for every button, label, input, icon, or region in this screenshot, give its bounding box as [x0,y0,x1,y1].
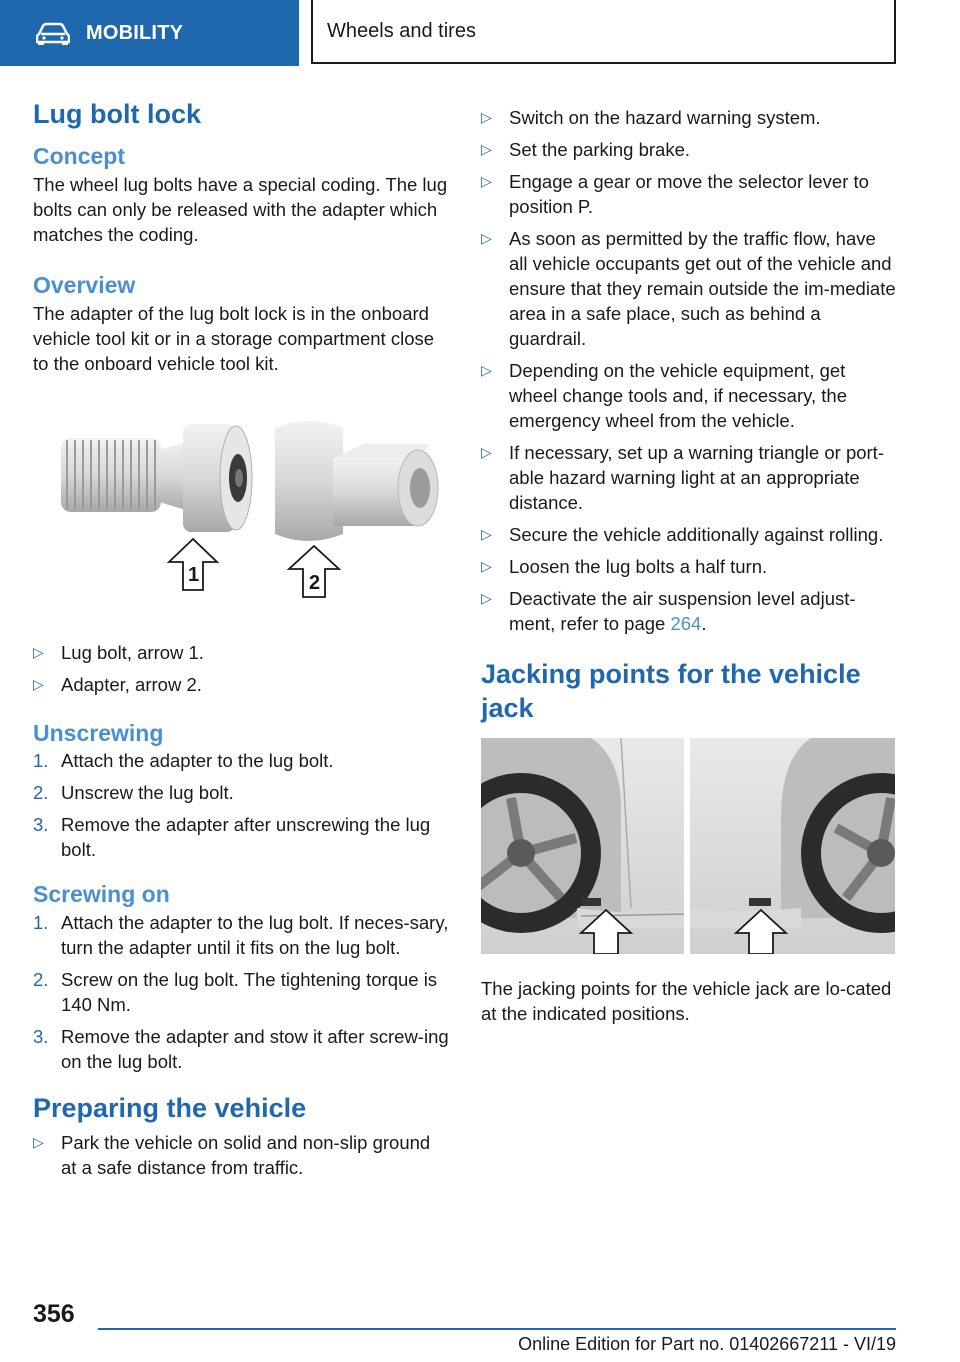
screwing-on-steps [33,910,450,1074]
edition-note: Online Edition for Part no. 01402667211 - VI/19 [518,1334,896,1354]
figure-legend-list [33,640,450,697]
lug-bolt-illustration [33,384,450,634]
triangle-bullet-icon: ▷ [33,1134,44,1151]
list-item: ▷ Deactivate the air suspension level adjust-ment, refer to page 264. [481,588,856,634]
page-reference-link[interactable]: 264 [670,613,702,634]
list-item: ▷ Loosen the lug bolts a half turn. [481,556,768,577]
list-item: ▷ Secure the vehicle additionally against rolling. [481,524,884,545]
car-icon [36,21,70,45]
list-item: ▷ Lug bolt, arrow 1. [33,641,204,663]
list-item: ▷ Set the parking brake. [481,139,690,160]
list-item: ▷ Switch on the hazard warning system. [481,107,821,128]
triangle-bullet-icon: ▷ [481,590,492,606]
overview-heading: Overview [33,271,136,298]
triangle-bullet-icon: ▷ [481,230,492,246]
list-item: ▷ Engage a gear or move the selector lever to position P. [481,171,869,217]
triangle-bullet-icon: ▷ [481,444,492,460]
unscrewing-heading: Unscrewing [33,719,164,746]
left-column [33,98,450,1187]
lug-bolt-threads [61,438,161,512]
lug-bolt-figure [33,384,450,634]
list-item: 3. Remove the adapter after unscrewing the lug bolt. [33,814,431,861]
list-item: ▷ Park the vehicle on solid and non-slip ground at a safe distance from traffic. [33,1132,431,1179]
triangle-bullet-icon: ▷ [481,109,492,125]
right-column [481,105,897,1026]
concept-heading: Concept [33,142,125,169]
triangle-bullet-icon: ▷ [481,362,492,378]
unscrewing-steps [33,748,450,862]
list-item: 2. Unscrew the lug bolt. [33,782,234,804]
arrow-label-2: 2 [309,571,321,594]
screwing-on-heading: Screwing on [33,881,170,908]
preparing-vehicle-title: Preparing the vehicle [33,1093,307,1124]
chapter-tab[interactable] [0,0,299,66]
page-number: 356 [33,1300,75,1328]
jacking-points-title: Jacking points for the vehicle jack [481,659,861,723]
list-item: ▷ As soon as permitted by the traffic flow, have all vehicle occupants get out of the vehicle and ensure that they remain outside the im-mediate area in a safe place, such as behind a guardrail. [481,228,896,349]
section-tab[interactable] [311,0,896,64]
jacking-points-figure [481,738,895,954]
list-item: ▷ Depending on the vehicle equipment, get wheel change tools and, if necessary, the emergency wheel from the vehicle. [481,360,848,431]
triangle-bullet-icon: ▷ [481,141,492,157]
list-item: 1. Attach the adapter to the lug bolt. If neces-sary, turn the adapter until it fits on the lug bolt. [33,912,449,959]
list-item: ▷ Adapter, arrow 2. [33,673,202,695]
list-item: 2. Screw on the lug bolt. The tightening torque is 140 Nm. [33,969,438,1016]
list-item: ▷ If necessary, set up a warning triangle or port-able hazard warning light at an appropriate distance. [481,442,884,513]
preparing-list [33,1130,450,1180]
overview-text: The adapter of the lug bolt lock is in the onboard vehicle tool kit or in a storage compartment close to the onboard vehicle tool kit. [33,302,435,374]
lug-bolt-lock-title: Lug bolt lock [33,99,201,129]
list-item: 3. Remove the adapter and stow it after screw-ing on the lug bolt. [33,1026,449,1073]
footer-divider [98,1328,896,1330]
chapter-label: MOBILITY [86,21,184,44]
triangle-bullet-icon: ▷ [481,526,492,542]
concept-text: The wheel lug bolts have a special coding. The lug bolts can only be released with the adapter which matches the coding. [33,173,448,245]
jacking-points-text: The jacking points for the vehicle jack are lo-cated at the indicated positions. [481,977,892,1024]
triangle-bullet-icon: ▷ [481,173,492,189]
arrow-label-1: 1 [188,563,200,586]
section-label: Wheels and tires [327,19,476,42]
list-item: 1. Attach the adapter to the lug bolt. [33,750,334,772]
triangle-bullet-icon: ▷ [33,675,44,692]
triangle-bullet-icon: ▷ [33,643,44,660]
preparation-steps-list [481,105,897,636]
triangle-bullet-icon: ▷ [481,558,492,574]
page-header [0,0,960,66]
jacking-points-illustration [481,738,895,954]
